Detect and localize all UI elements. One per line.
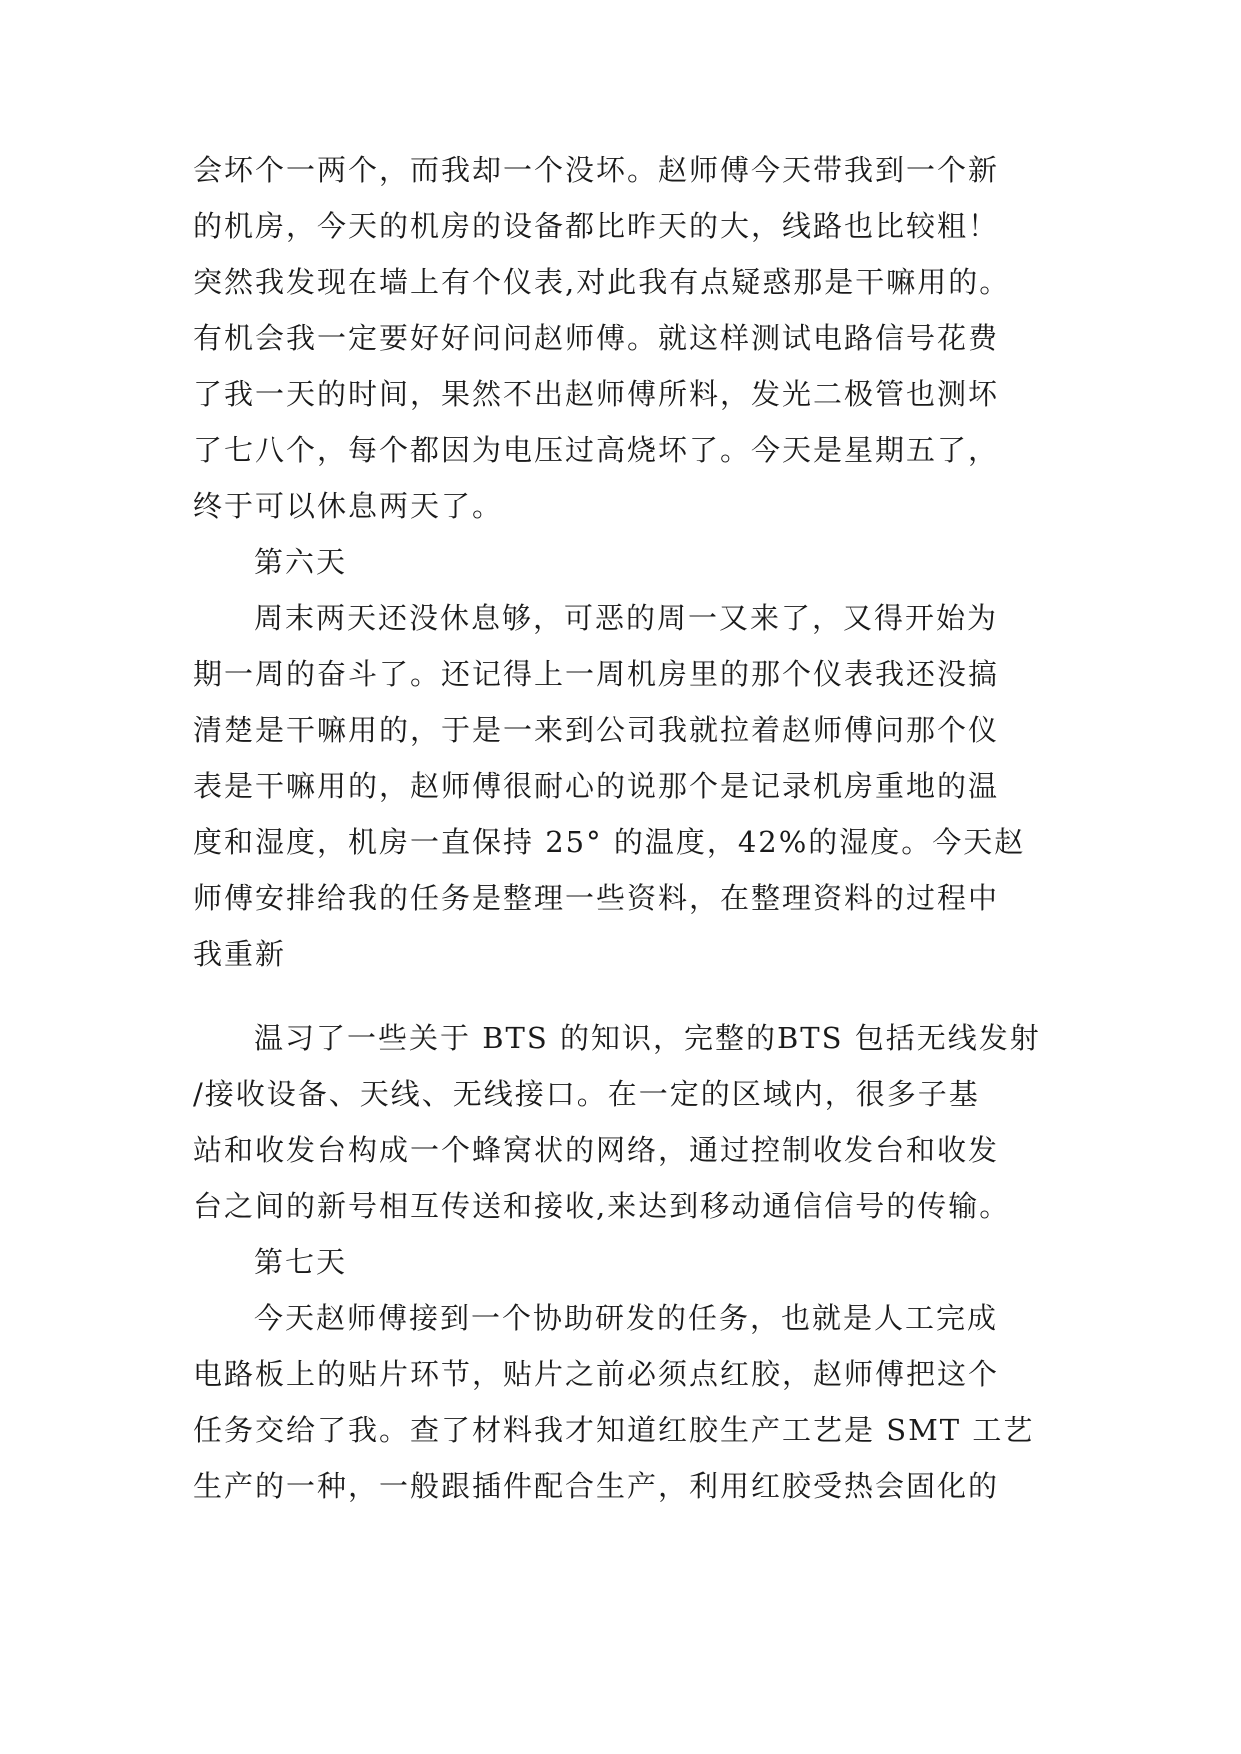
text-line: 终于可以休息两天了。 <box>193 489 504 523</box>
text-line: 任务交给了我。查了材料我才知道红胶生产工艺是 SMT 工艺 <box>193 1413 1035 1447</box>
text-line: /接收设备、天线、无线接口。在一定的区域内，很多子基 <box>193 1077 980 1111</box>
text-line: 电路板上的贴片环节，贴片之前必须点红胶，赵师傅把这个 <box>193 1357 1000 1391</box>
text-line: 生产的一种，一般跟插件配合生产，利用红胶受热会固化的 <box>193 1469 1000 1503</box>
text-line: 表是干嘛用的，赵师傅很耐心的说那个是记录机房重地的温 <box>193 769 1000 803</box>
text-line: 清楚是干嘛用的，于是一来到公司我就拉着赵师傅问那个仪 <box>193 713 1000 747</box>
text-line: 突然我发现在墙上有个仪表,对此我有点疑惑那是干嘛用的。 <box>193 265 1011 299</box>
text-line: 度和湿度，机房一直保持 25° 的温度，42%的湿度。今天赵 <box>193 825 1026 859</box>
paragraph-first-line: 周末两天还没休息够，可恶的周一又来了，又得开始为 <box>254 601 999 635</box>
text-line: 台之间的新号相互传送和接收,来达到移动通信信号的传输。 <box>193 1189 1011 1223</box>
text-line: 会坏个一两个，而我却一个没坏。赵师傅今天带我到一个新 <box>193 153 1000 187</box>
text-line: 有机会我一定要好好问问赵师傅。就这样测试电路信号花费 <box>193 321 1000 355</box>
text-line: 的机房，今天的机房的设备都比昨天的大，线路也比较粗！ <box>193 209 1000 243</box>
text-line: 我重新 <box>193 937 287 971</box>
section-heading-day-seven: 第七天 <box>254 1245 348 1279</box>
text-line: 了七八个，每个都因为电压过高烧坏了。今天是星期五了， <box>193 433 1000 467</box>
section-heading-day-six: 第六天 <box>254 545 348 579</box>
text-line: 站和收发台构成一个蜂窝状的网络，通过控制收发台和收发 <box>193 1133 1000 1167</box>
text-line: 期一周的奋斗了。还记得上一周机房里的那个仪表我还没搞 <box>193 657 1000 691</box>
text-line: 师傅安排给我的任务是整理一些资料，在整理资料的过程中 <box>193 881 1000 915</box>
text-line: 了我一天的时间，果然不出赵师傅所料，发光二极管也测坏 <box>193 377 1000 411</box>
paragraph-first-line: 今天赵师傅接到一个协助研发的任务，也就是人工完成 <box>254 1301 999 1335</box>
paragraph-first-line: 温习了一些关于 BTS 的知识，完整的BTS 包括无线发射 <box>254 1021 1041 1055</box>
